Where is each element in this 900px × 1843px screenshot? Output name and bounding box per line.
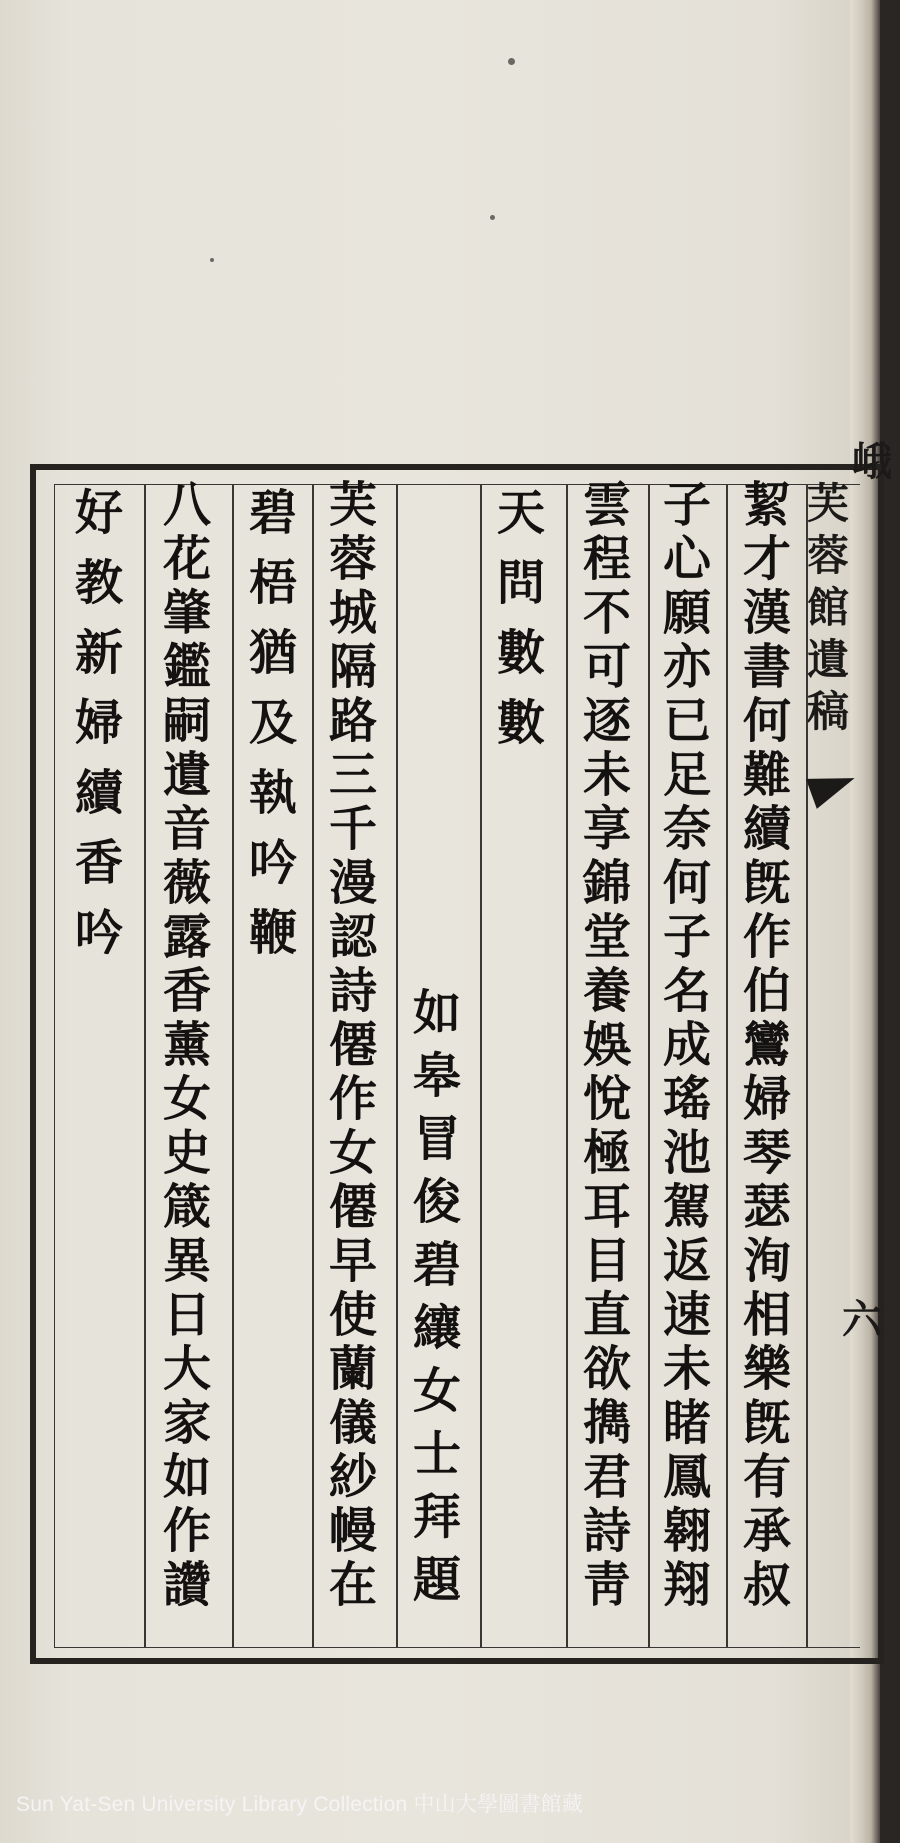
text-char: 悅: [582, 1071, 631, 1127]
text-char: 作: [742, 909, 791, 965]
text-char: 僊: [328, 1017, 377, 1073]
text-char: 子: [662, 909, 711, 965]
text-char: 不: [582, 585, 631, 641]
text-char: 數: [496, 695, 545, 751]
text-char: 洵: [742, 1233, 791, 1289]
text-char: 返: [662, 1233, 711, 1289]
text-char: 欲: [582, 1341, 631, 1397]
text-column-7: [236, 478, 310, 968]
text-char: 叔: [742, 1557, 791, 1613]
text-char: 睹: [662, 1395, 711, 1451]
text-char: 耳: [582, 1179, 631, 1235]
text-char: 路: [328, 693, 377, 749]
text-char: 鑑: [162, 639, 211, 695]
text-char: 駕: [662, 1179, 711, 1235]
text-char: 士: [412, 1426, 461, 1482]
text-char: 旣: [742, 1395, 791, 1451]
text-char: 紗: [328, 1449, 377, 1505]
text-char: 女: [412, 1363, 461, 1419]
text-char: 碧: [412, 1237, 461, 1293]
text-char: 漢: [742, 585, 791, 641]
text-char: 遺: [162, 747, 211, 803]
text-char: 詩: [582, 1503, 631, 1559]
text-char: 已: [662, 693, 711, 749]
text-char: 作: [328, 1071, 377, 1127]
text-char: 家: [162, 1395, 211, 1451]
text-char: 早: [328, 1233, 377, 1289]
text-char: 音: [162, 801, 211, 857]
text-char: 翱: [662, 1503, 711, 1559]
text-char: 鸞: [742, 1017, 791, 1073]
text-char: 吟: [74, 905, 123, 961]
column-rule: [144, 484, 146, 1648]
text-char: 在: [328, 1557, 377, 1613]
text-char: 如: [162, 1449, 211, 1505]
text-char: 及: [248, 695, 297, 751]
text-char: 未: [582, 747, 631, 803]
text-char: 續: [74, 765, 123, 821]
text-char: 何: [662, 855, 711, 911]
text-column-9: [62, 478, 136, 968]
text-char: 養: [582, 963, 631, 1019]
text-char: 花: [162, 531, 211, 587]
text-char: 新: [74, 625, 123, 681]
text-char: 幔: [328, 1503, 377, 1559]
text-char: 肇: [162, 585, 211, 641]
text-char: 使: [328, 1287, 377, 1343]
text-char: 瑤: [662, 1071, 711, 1127]
text-char: 直: [582, 1287, 631, 1343]
text-char: 才: [742, 531, 791, 587]
text-char: 極: [582, 1125, 631, 1181]
text-column-2: [650, 478, 724, 1612]
text-char: 執: [248, 765, 297, 821]
text-char: 史: [162, 1125, 211, 1181]
text-char: 八: [162, 477, 211, 533]
text-char: 名: [662, 963, 711, 1019]
text-char: 婦: [742, 1071, 791, 1127]
text-char: 冒: [412, 1111, 461, 1167]
text-char: 相: [742, 1287, 791, 1343]
text-char: 擕: [582, 1395, 631, 1451]
text-char: 天: [496, 485, 545, 541]
text-char: 女: [328, 1125, 377, 1181]
column-rule: [726, 484, 728, 1648]
text-char: 成: [662, 1017, 711, 1073]
text-column-5: [400, 478, 474, 1612]
text-char: 城: [328, 585, 377, 641]
text-char: 香: [74, 835, 123, 891]
text-char: 難: [742, 747, 791, 803]
text-char: 詩: [328, 963, 377, 1019]
text-char: 吟: [248, 835, 297, 891]
text-char: 嗣: [162, 693, 211, 749]
text-char: 問: [496, 555, 545, 611]
text-char: 薇: [162, 855, 211, 911]
text-char: 雲: [582, 477, 631, 533]
text-char: 可: [582, 639, 631, 695]
text-char: 享: [582, 801, 631, 857]
text-char: 如: [412, 985, 461, 1041]
text-char: 婦: [74, 695, 123, 751]
text-column-3: [570, 478, 644, 1612]
text-char: 皋: [412, 1048, 461, 1104]
text-char: 書: [742, 639, 791, 695]
text-char: 足: [662, 747, 711, 803]
ink-speck: [490, 215, 495, 220]
header-title-char: 遺: [806, 635, 849, 684]
text-char: 亦: [662, 639, 711, 695]
text-char: 讚: [162, 1557, 211, 1613]
text-char: 錦: [582, 855, 631, 911]
text-char: 未: [662, 1341, 711, 1397]
header-title-char: 芙: [806, 479, 849, 528]
text-char: 數: [496, 625, 545, 681]
text-char: 女: [162, 1071, 211, 1127]
text-char: 翔: [662, 1557, 711, 1613]
text-char: 瑟: [742, 1179, 791, 1235]
text-char: 儀: [328, 1395, 377, 1451]
text-char: 露: [162, 909, 211, 965]
text-char: 承: [742, 1503, 791, 1559]
header-title-char: 稿: [806, 687, 849, 736]
text-char: 纕: [412, 1300, 461, 1356]
header-title: [800, 478, 856, 738]
text-char: 願: [662, 585, 711, 641]
text-column-1: [730, 478, 804, 1612]
text-char: 三: [328, 747, 377, 803]
text-char: 大: [162, 1341, 211, 1397]
text-char: 靑: [582, 1557, 631, 1613]
text-char: 梧: [248, 555, 297, 611]
text-char: 僊: [328, 1179, 377, 1235]
text-column-8: [150, 478, 224, 1612]
text-column-6: [316, 478, 390, 1612]
text-char: 教: [74, 555, 123, 611]
text-char: 香: [162, 963, 211, 1019]
text-char: 子: [662, 477, 711, 533]
text-char: 碧: [248, 485, 297, 541]
text-char: 認: [328, 909, 377, 965]
column-rule: [232, 484, 234, 1648]
column-rule: [566, 484, 568, 1648]
ink-speck: [210, 258, 214, 262]
text-char: 好: [74, 485, 123, 541]
text-char: 作: [162, 1503, 211, 1559]
text-char: 旣: [742, 855, 791, 911]
column-rule: [396, 484, 398, 1648]
text-char: 何: [742, 693, 791, 749]
text-char: 絜: [742, 477, 791, 533]
text-char: 有: [742, 1449, 791, 1505]
header-title-char: 蓉: [806, 531, 849, 580]
text-char: 題: [412, 1552, 461, 1608]
text-char: 娛: [582, 1017, 631, 1073]
text-char: 鳳: [662, 1449, 711, 1505]
top-mark: 峨: [852, 438, 892, 485]
column-rule: [480, 484, 482, 1648]
text-char: 異: [162, 1233, 211, 1289]
text-column-4: [484, 478, 558, 758]
text-char: 程: [582, 531, 631, 587]
column-rule: [312, 484, 314, 1648]
text-char: 薰: [162, 1017, 211, 1073]
text-char: 池: [662, 1125, 711, 1181]
text-char: 速: [662, 1287, 711, 1343]
text-char: 猶: [248, 625, 297, 681]
text-char: 漫: [328, 855, 377, 911]
text-char: 芙: [328, 477, 377, 533]
text-char: 續: [742, 801, 791, 857]
text-char: 君: [582, 1449, 631, 1505]
text-char: 箴: [162, 1179, 211, 1235]
text-char: 逐: [582, 693, 631, 749]
text-char: 鞭: [248, 905, 297, 961]
text-char: 目: [582, 1233, 631, 1289]
text-char: 伯: [742, 963, 791, 1019]
text-char: 俊: [412, 1174, 461, 1230]
text-char: 琴: [742, 1125, 791, 1181]
text-char: 心: [662, 531, 711, 587]
text-char: 堂: [582, 909, 631, 965]
text-char: 隔: [328, 639, 377, 695]
text-char: 樂: [742, 1341, 791, 1397]
text-char: 拜: [412, 1489, 461, 1545]
header-title-char: 館: [806, 583, 849, 632]
page-number: 六: [842, 1296, 882, 1343]
text-char: 千: [328, 801, 377, 857]
text-char: 蘭: [328, 1341, 377, 1397]
text-char: 日: [162, 1287, 211, 1343]
library-watermark: Sun Yat-Sen University Library Collection 中山大學圖書館藏: [16, 1793, 584, 1816]
ink-speck: [508, 58, 515, 65]
text-char: 奈: [662, 801, 711, 857]
text-char: 蓉: [328, 531, 377, 587]
